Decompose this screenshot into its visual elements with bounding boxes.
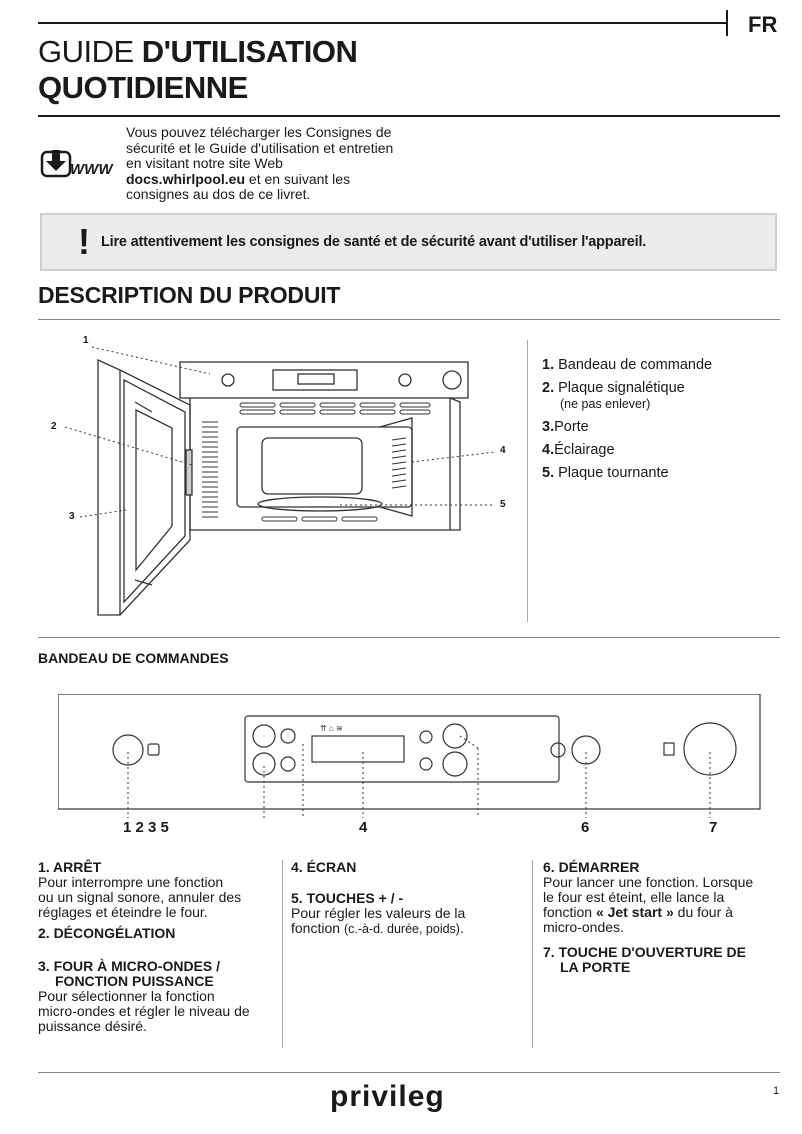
language-code: FR	[748, 12, 778, 37]
product-legend	[542, 357, 712, 488]
exclamation-icon: !	[78, 221, 90, 262]
product-rule	[38, 319, 780, 320]
top-rule	[38, 22, 726, 24]
column-separator	[532, 860, 533, 1048]
legend-item: 3.Porte	[542, 419, 589, 435]
callout-3: 3	[69, 511, 75, 522]
microwave-illustration	[40, 330, 520, 625]
controls-column-2: 4. ÉCRAN 5. TOUCHES + / - Pour régler les valeurs de la fonction (c.-à-d. durée, poids).	[291, 859, 466, 936]
brand-logo: privileg	[330, 1080, 445, 1113]
page-number: 1	[773, 1085, 780, 1097]
legend-item: 4.Éclairage	[542, 442, 615, 458]
download-text: Vous pouvez télécharger les Consignes de sécurité et le Guide d'utilisation et entretien en visitant notre site Web docs.whirlpool.eu et en suivant les consignes au dos de ce livret.	[126, 124, 394, 202]
product-heading: DESCRIPTION DU PRODUIT	[38, 282, 341, 308]
callout-5: 5	[500, 499, 506, 510]
panel-number-4: 4	[359, 819, 368, 836]
svg-text:⇈ ⌂ ≋: ⇈ ⌂ ≋	[320, 724, 343, 733]
control-panel-illustration	[58, 694, 762, 827]
callout-1: 1	[83, 335, 89, 346]
title-rule	[38, 115, 780, 117]
controls-heading: BANDEAU DE COMMANDES	[38, 650, 229, 666]
product-separator	[527, 340, 528, 622]
controls-rule	[38, 637, 780, 638]
legend-item: 1. Bandeau de commande	[542, 357, 713, 373]
callout-4: 4	[500, 445, 506, 456]
controls-column-3: 6. DÉMARRER Pour lancer une fonction. Lorsque le four est éteint, elle lance la fonction « Jet start » du four à micro-ondes. 7. TOUCHE D'OUVERTURE DE LA PORTE	[543, 859, 754, 975]
panel-number-6: 6	[581, 819, 590, 836]
top-rule-tick	[726, 10, 728, 36]
callout-2: 2	[51, 421, 57, 432]
panel-number-7: 7	[709, 819, 718, 836]
page-title: GUIDE D'UTILISATION QUOTIDIENNE	[38, 34, 358, 105]
download-icon	[40, 148, 120, 187]
warning-text: Lire attentivement les consignes de santé et de sécurité avant d'utiliser l'appareil.	[101, 234, 647, 250]
controls-column-1: 1. ARRÊT Pour interrompre une fonction ou un signal sonore, annuler des réglages et éteindre le four. 2. DÉCONGÉLATION 3. FOUR À MICRO-ONDES / FONCTION PUISSANCE Pour sélectionner la fonction micro-ondes et régler le niveau de puissance désiré.	[38, 859, 250, 1034]
website-link[interactable]: docs.whirlpool.eu	[126, 170, 246, 187]
legend-item: 2. Plaque signalétique (ne pas enlever)	[542, 380, 685, 411]
column-separator	[282, 860, 283, 1048]
svg-text:WWW: WWW	[70, 161, 113, 178]
legend-item: 5. Plaque tournante	[542, 465, 669, 481]
footer-rule	[38, 1072, 780, 1073]
panel-number-1235: 1 2 3 5	[123, 819, 169, 836]
